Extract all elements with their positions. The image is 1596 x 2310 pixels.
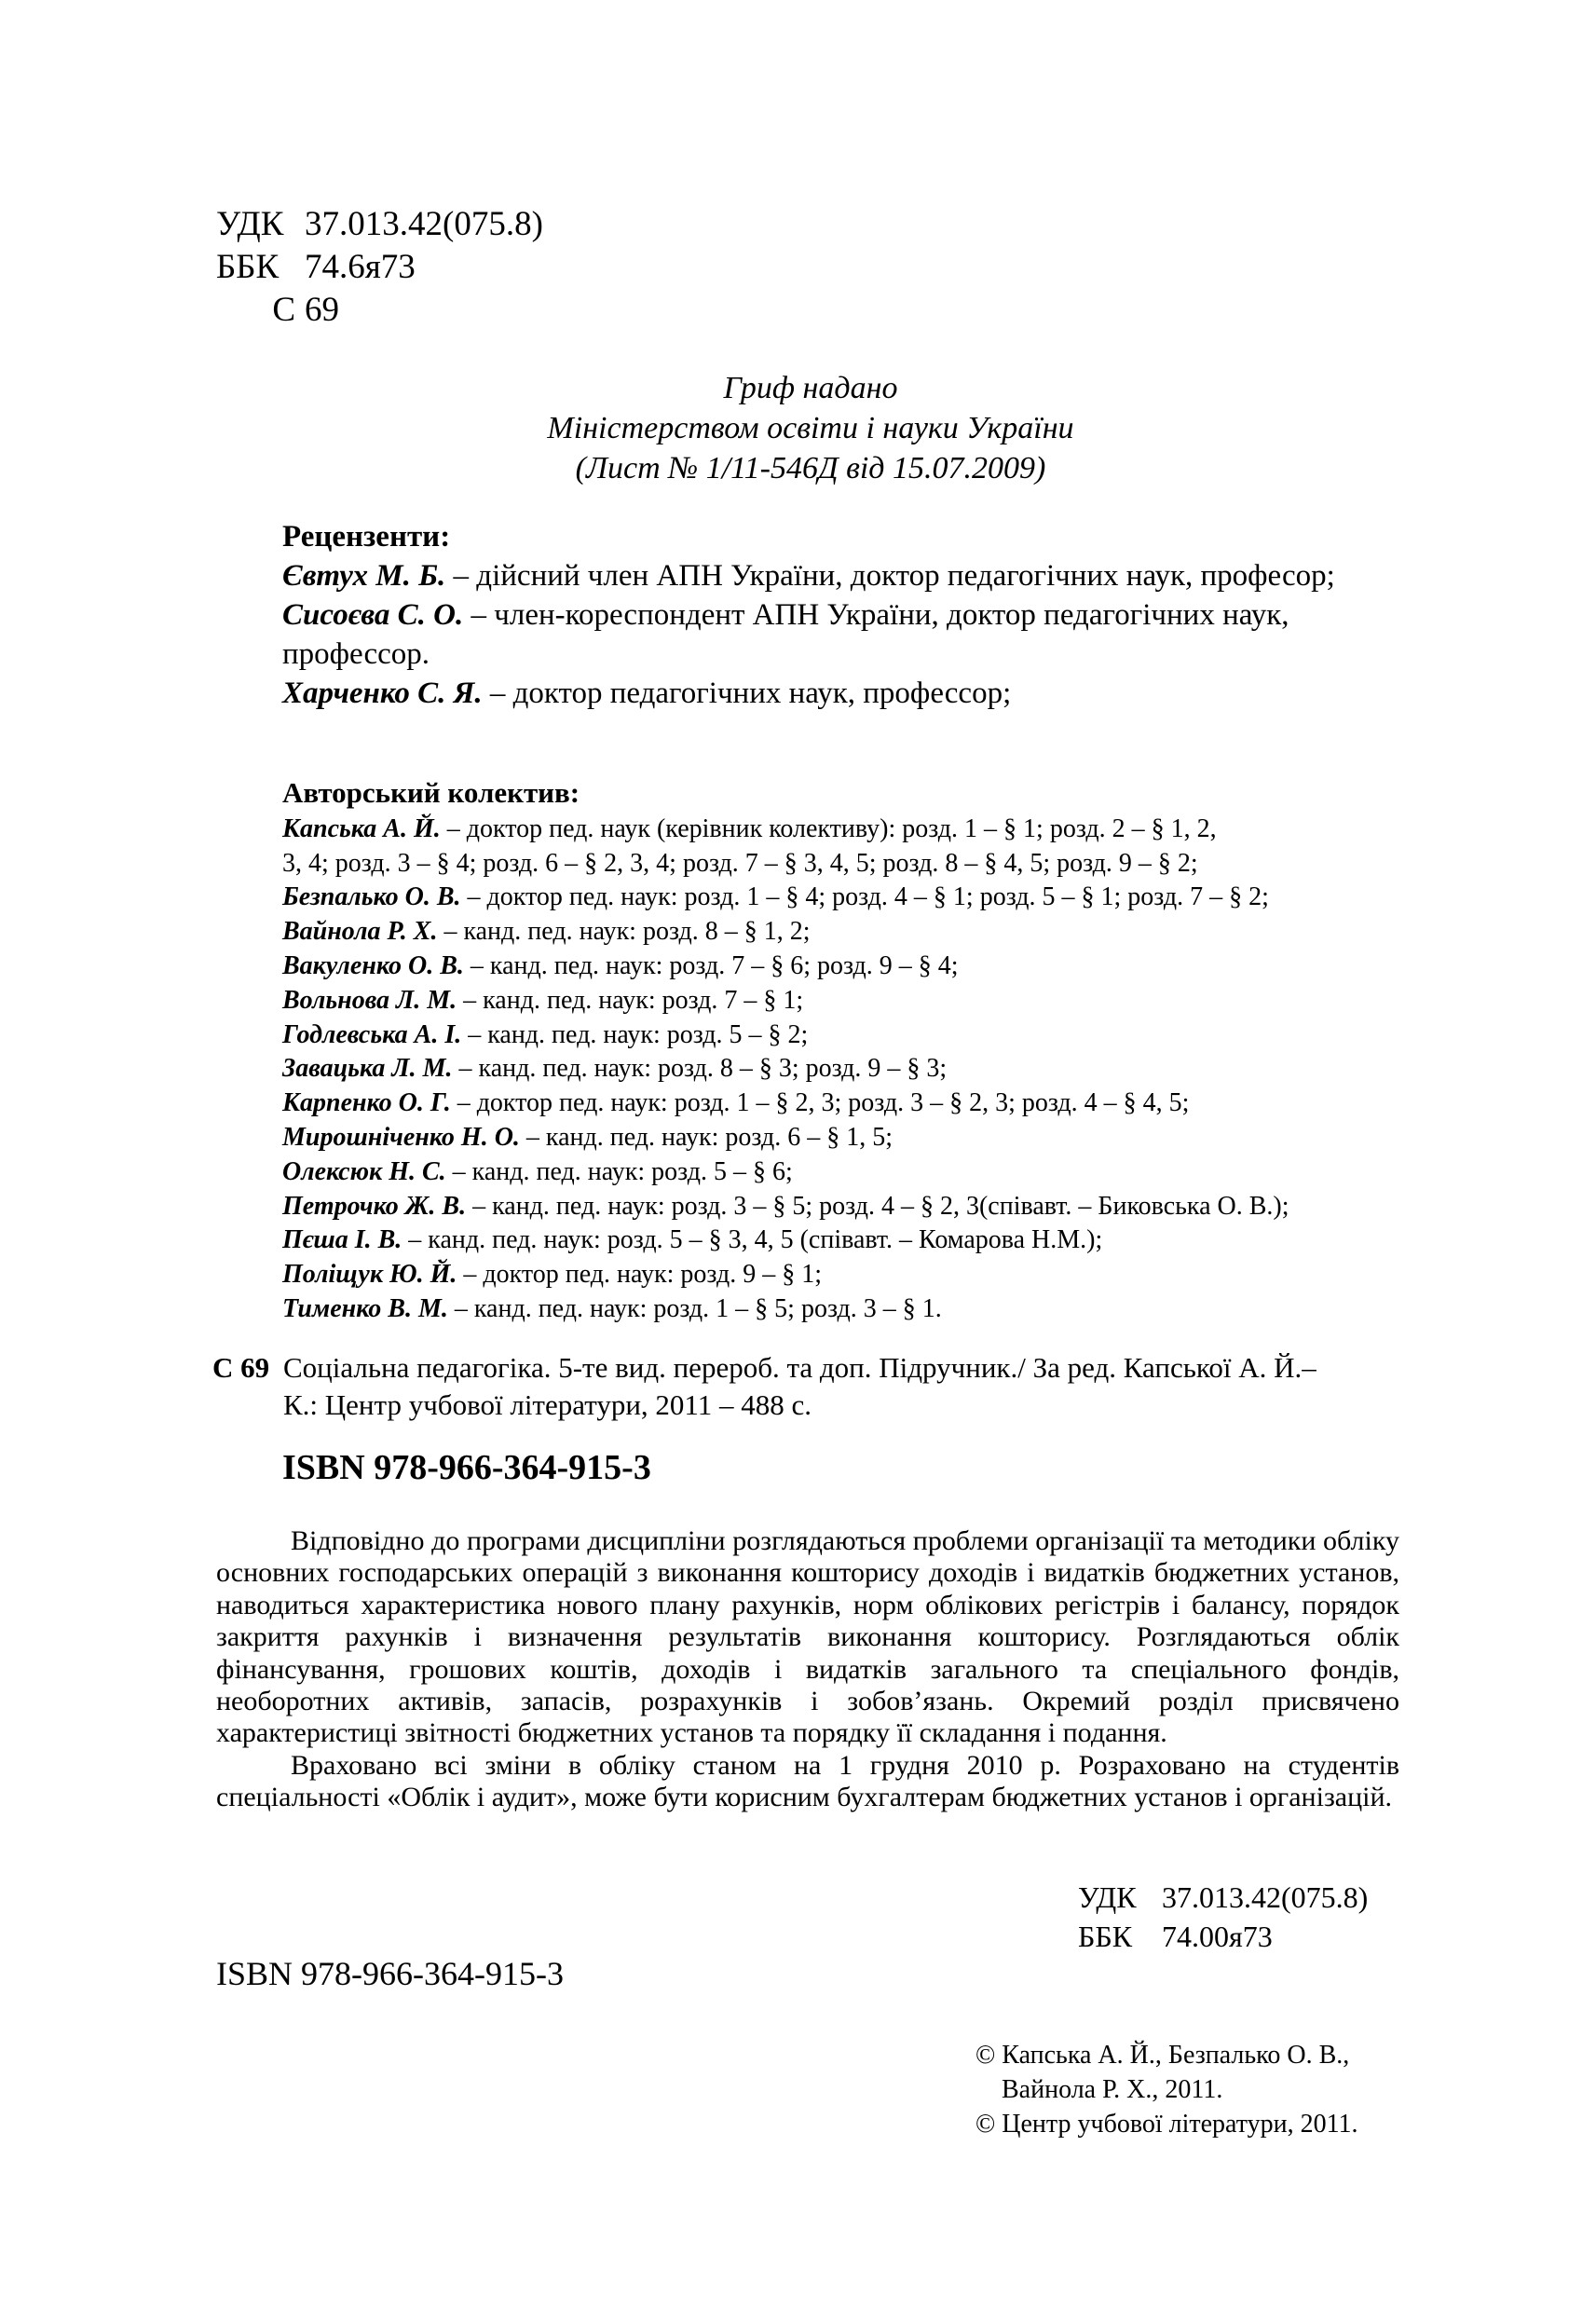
author-text: 3, 4; розд. 3 – § 4; розд. 6 – § 2, 3, 4; розд. 7 – § 3, 4, 5; розд. 8 – § 4, 5; розд. 9 – § 2; — [282, 848, 1198, 878]
copyright-block — [975, 2038, 1358, 2141]
author-line — [282, 1087, 1289, 1121]
author-text: – канд. пед. наук: розд. 6 – § 1, 5; — [519, 1122, 893, 1152]
udk-line — [216, 203, 543, 246]
author-text: – канд. пед. наук: розд. 5 – § 6; — [445, 1156, 793, 1186]
author-name: Безпалько О. В. — [282, 882, 461, 912]
bibliographic-record — [212, 1349, 1316, 1424]
author-name: Пєша І. В. — [282, 1225, 402, 1255]
author-line — [282, 847, 1289, 882]
author-text: – канд. пед. наук: розд. 7 – § 1; — [457, 985, 804, 1015]
reviewer-line — [282, 556, 1335, 595]
biblio-text-1: Соціальна педагогіка. 5-те вид. перероб. та доп. Підручник./ За ред. Капської А. Й.– — [283, 1351, 1316, 1384]
authors-block — [282, 776, 1289, 1327]
bbk-line — [216, 246, 543, 289]
abstract-block — [216, 1525, 1399, 1814]
author-name: Завацька Л. М. — [282, 1054, 453, 1084]
author-line — [282, 1223, 1289, 1258]
reviewer-line — [282, 674, 1335, 713]
author-text: – доктор пед. наук: розд. 9 – § 1; — [457, 1260, 822, 1290]
bbk-value: 74.6я73 — [305, 248, 416, 286]
author-name: Вайнола Р. Х. — [282, 917, 438, 947]
udk-label: УДК — [216, 205, 284, 243]
isbn-footer: ISBN 978-966-364-915-3 — [216, 1955, 564, 1992]
udk-value: 37.013.42(075.8) — [305, 205, 543, 243]
author-text: – канд. пед. наук: розд. 1 – § 5; розд. 3 – § 1. — [447, 1293, 942, 1323]
author-mark-value: 69 — [305, 291, 339, 329]
bbk-footer-line — [1078, 1917, 1368, 1956]
udk-footer-label: УДК — [1078, 1880, 1137, 1914]
udk-footer-value: 37.013.42(075.8) — [1162, 1880, 1369, 1914]
author-name: Карпенко О. Г. — [282, 1088, 451, 1118]
author-name: Олексюк Н. С. — [282, 1156, 446, 1186]
author-name: Мирошніченко Н. О. — [282, 1122, 520, 1152]
biblio-line-2: К.: Центр учбової літератури, 2011 – 488 с. — [283, 1388, 812, 1421]
authors-heading: Авторський колектив: — [282, 776, 580, 809]
bbk-footer-value: 74.00я73 — [1162, 1920, 1273, 1953]
bbk-label: ББК — [216, 248, 280, 286]
author-mark-line — [216, 289, 543, 332]
author-text: – канд. пед. наук: розд. 3 – § 5; розд. 4 – § 2, 3(співавт. – Биковська О. В.); — [466, 1191, 1289, 1221]
author-line — [282, 1052, 1289, 1087]
author-name: Вольнова Л. М. — [282, 985, 457, 1015]
author-line — [282, 1018, 1289, 1053]
isbn-heading: ISBN 978-966-364-915-3 — [282, 1448, 651, 1487]
author-line — [282, 813, 1289, 847]
author-name: Годлевська А. І. — [282, 1019, 462, 1049]
copyright-line-1: © Капська А. Й., Безпалько О. В., — [975, 2041, 1350, 2070]
author-text: – доктор пед. наук (керівник колективу): розд. 1 – § 1; розд. 2 – § 1, 2, — [440, 813, 1217, 843]
author-text: – канд. пед. наук: розд. 8 – § 1, 2; — [437, 917, 811, 947]
author-name: Петрочко Ж. В. — [282, 1191, 467, 1221]
author-line — [282, 984, 1289, 1018]
author-text: – канд. пед. наук: розд. 5 – § 2; — [461, 1019, 809, 1049]
udk-footer-line — [1078, 1878, 1368, 1917]
copyright-line-3: © Центр учбової літератури, 2011. — [975, 2110, 1358, 2139]
grif-line-1: Гриф надано — [723, 371, 898, 405]
reviewer-name: Сисоєва С. О. — [282, 598, 464, 632]
author-mark-label: С — [272, 291, 295, 329]
author-text: – доктор пед. наук: розд. 1 – § 2, 3; розд. 3 – § 2, 3; розд. 4 – § 4, 5; — [450, 1088, 1190, 1118]
author-text: – канд. пед. наук: розд. 7 – § 6; розд. 9 – § 4; — [463, 950, 959, 980]
classification-block — [216, 203, 543, 332]
reviewer-line — [282, 595, 1335, 635]
author-text: – канд. пед. наук: розд. 8 – § 3; розд. 9 – § 3; — [452, 1054, 948, 1084]
reviewer-line — [282, 635, 1335, 674]
author-line — [282, 915, 1289, 950]
reviewer-name: Євтух М. Б. — [282, 559, 446, 593]
reviewer-text: – член-кореспондент АПН України, доктор педагогічних наук, — [463, 598, 1289, 632]
grif-block — [522, 368, 1099, 488]
bbk-footer-label: ББК — [1078, 1920, 1133, 1953]
biblio-code: С 69 — [212, 1351, 270, 1384]
author-line — [282, 1190, 1289, 1224]
author-line — [282, 1292, 1289, 1327]
abstract-paragraph-2: Враховано всі зміни в обліку станом на 1 грудня 2010 р. Розраховано на студентів спеціальності «Облік і аудит», може бути корисним бухгалтерам бюджетних установ і організацій. — [216, 1749, 1399, 1813]
author-line — [282, 1155, 1289, 1190]
abstract-paragraph-1: Відповідно до програми дисципліни розглядаються проблеми організації та методики обліку основних господарських операцій з виконання кошторису доходів і видатків бюджетних установ, наводиться характеристика нового плану рахунків, норм облікових регістрів і балансу, порядок закриття рахунків і визначення результатів виконання кошторису. Розглядаються облік фінансування, грошових коштів, доходів і видатків загального та спеціального фондів, необоротних активів, запасів, розрахунків і зобов’язань. Окремий розділ присвячено характеристиці звітності бюджетних установ та порядку її складання і подання. — [216, 1525, 1399, 1749]
copyright-line-2: Вайнола Р. Х., 2011. — [1002, 2075, 1223, 2104]
grif-line-2: Міністерством освіти і науки України — [547, 411, 1074, 445]
grif-line-3: (Лист № 1/11-546Д від 15.07.2009) — [575, 451, 1046, 485]
author-name: Тименко В. М. — [282, 1293, 448, 1323]
author-line — [282, 1258, 1289, 1292]
reviewer-name: Харченко С. Я. — [282, 677, 483, 710]
author-line — [282, 950, 1289, 984]
reviewers-block — [282, 517, 1335, 713]
reviewer-text: – доктор педагогічних наук, профессор; — [482, 677, 1012, 710]
reviewers-heading: Рецензенти: — [282, 520, 451, 554]
biblio-line-1 — [212, 1349, 1316, 1387]
author-line — [282, 881, 1289, 915]
reviewer-text: – дійсний член АПН України, доктор педагогічних наук, професор; — [445, 559, 1335, 593]
author-text: – доктор пед. наук: розд. 1 – § 4; розд. 4 – § 1; розд. 5 – § 1; розд. 7 – § 2; — [460, 882, 1269, 912]
author-line — [282, 1121, 1289, 1155]
reviewer-text: профессор. — [282, 637, 430, 671]
author-name: Поліщук Ю. Й. — [282, 1260, 457, 1290]
author-text: – канд. пед. наук: розд. 5 – § 3, 4, 5 (співавт. – Комарова Н.М.); — [402, 1225, 1103, 1255]
author-name: Капська А. Й. — [282, 813, 441, 843]
author-name: Вакуленко О. В. — [282, 950, 464, 980]
classification-footer — [1078, 1878, 1368, 1956]
